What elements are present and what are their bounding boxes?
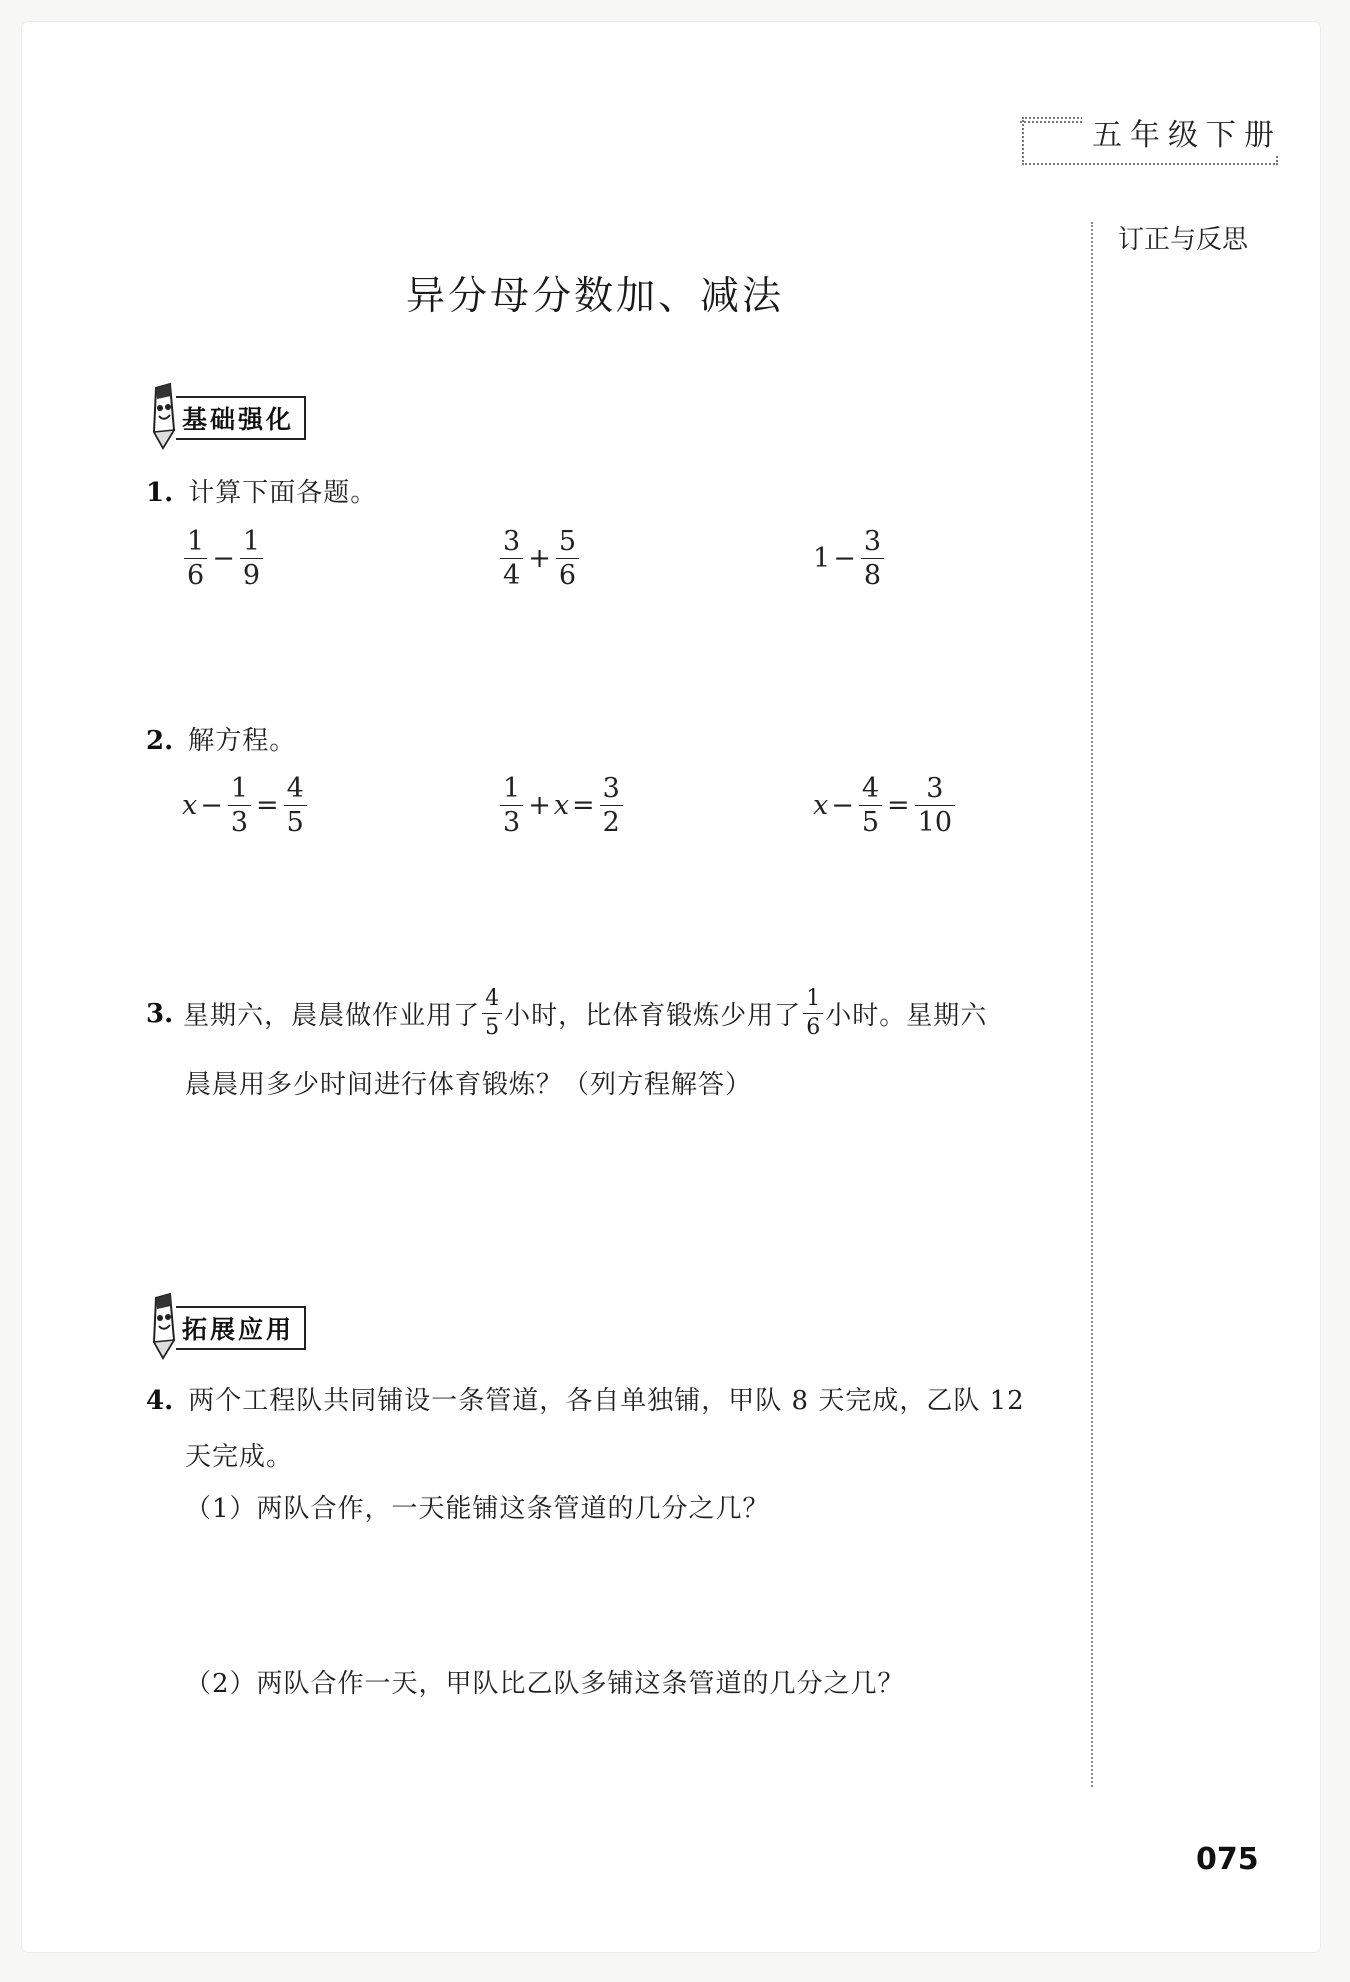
pencil-icon (146, 1292, 178, 1360)
question-3: 3. 星期六，晨晨做作业用了 $\frac{4}{5}$ 小时，比体育锻炼少用了 $\frac{1}{6}$ 小时。星期六 (146, 986, 988, 1040)
question-2 (146, 720, 296, 757)
grade-box-dots (1020, 121, 1082, 123)
question-4-sub2: （2）两队合作一天，甲队比乙队多铺这条管道的几分之几？ (185, 1669, 905, 1699)
question-number: 2. (146, 726, 174, 756)
fraction-homework-time: $\frac{4}{5}$ (482, 988, 502, 1039)
question-text: 两个工程队共同铺设一条管道，各自单独铺，甲队 8 天完成，乙队 12 (188, 1386, 1025, 1416)
q1-expression-1: $\frac{1}{6}$ − $\frac{1}{9}$ (182, 528, 265, 589)
pencil-icon (146, 382, 178, 450)
section-label-basic: 基础强化 (176, 396, 306, 440)
question-text: 计算下面各题。 (188, 478, 378, 508)
q2-equation-3: x − $\frac{4}{5}$ = $\frac{3}{10}$ (813, 775, 957, 836)
question-number: 1. (146, 478, 174, 508)
question-3-line2: 晨晨用多少时间进行体育锻炼？（列方程解答） (185, 1070, 753, 1100)
question-number: 3. (146, 998, 174, 1029)
question-4 (146, 1380, 1025, 1417)
question-1 (146, 472, 377, 509)
q1-expression-2: $\frac{3}{4}$ + $\frac{5}{6}$ (498, 528, 581, 589)
question-4-line2: 天完成。 (185, 1442, 294, 1472)
question-4-sub1: （1）两队合作，一天能铺这条管道的几分之几？ (185, 1494, 770, 1524)
q1-expression-3: 1 − $\frac{3}{8}$ (813, 528, 886, 589)
section-label-extend: 拓展应用 (176, 1306, 306, 1350)
page-number: 075 (1196, 1842, 1259, 1877)
q2-equation-1: x − $\frac{1}{3}$ = $\frac{4}{5}$ (182, 775, 309, 836)
section-badge-basic (146, 382, 306, 450)
margin-divider (1091, 222, 1093, 1787)
q2-equation-2: $\frac{1}{3}$ + x = $\frac{3}{2}$ (498, 775, 625, 836)
grade-label: 五年级下册 (1082, 110, 1292, 154)
question-text: 解方程。 (188, 726, 297, 756)
correction-label: 订正与反思 (1118, 225, 1249, 255)
question-number: 4. (146, 1386, 174, 1416)
page-title: 异分母分数加、减法 (405, 274, 784, 319)
section-badge-extend (146, 1292, 306, 1360)
fraction-less-time: $\frac{1}{6}$ (803, 988, 823, 1039)
